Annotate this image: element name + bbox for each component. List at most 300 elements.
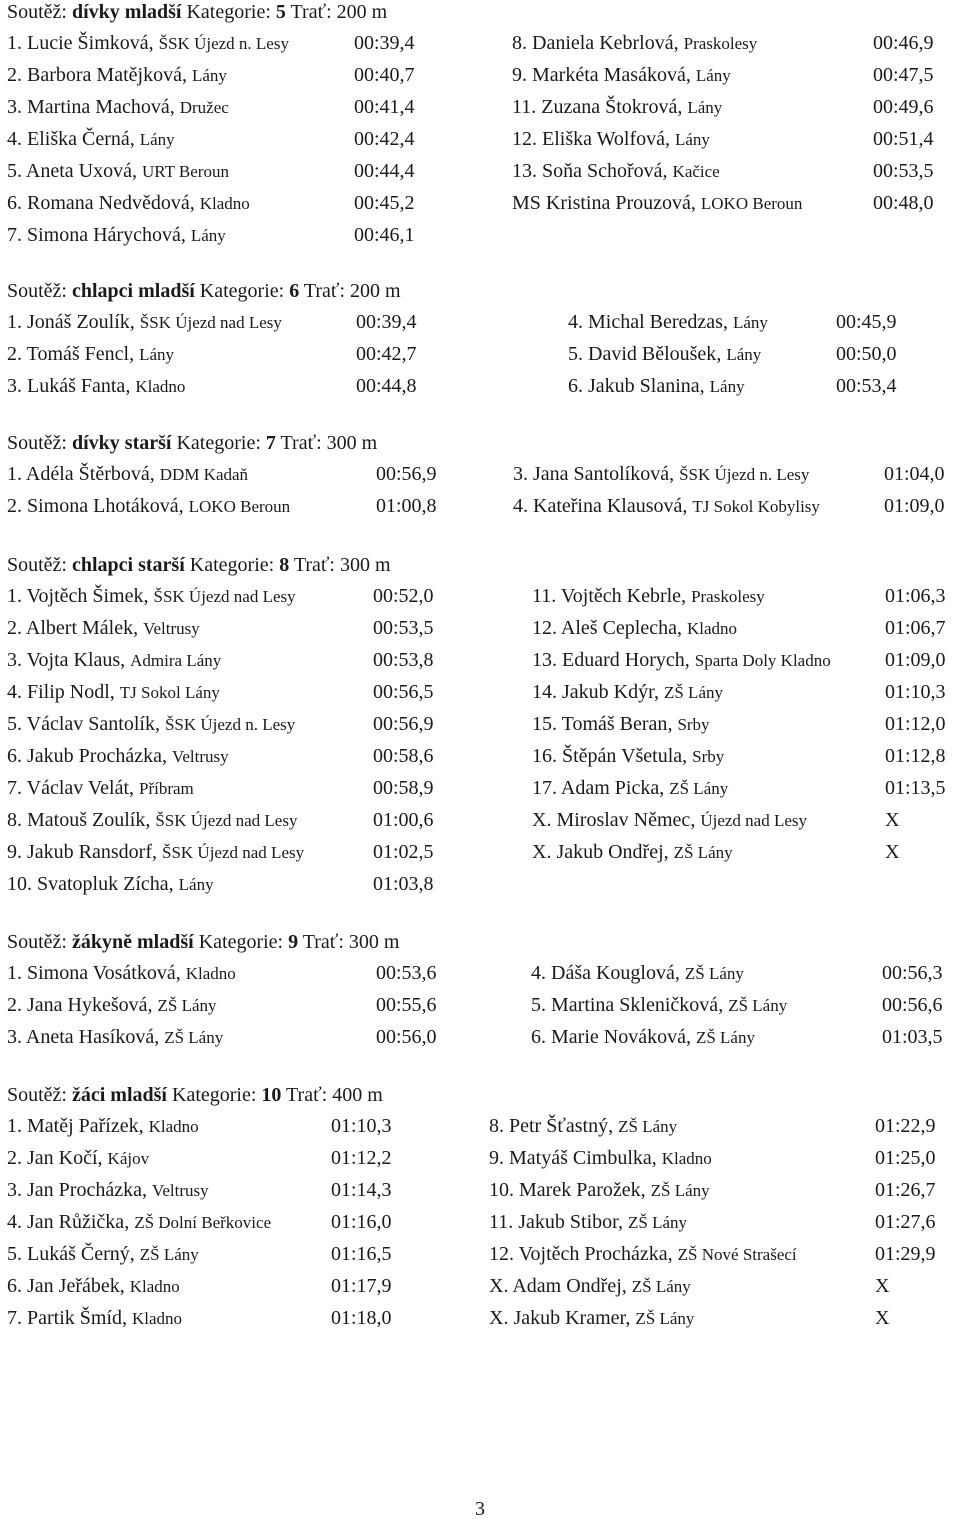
club-name: ZŠ Lány — [164, 1028, 224, 1047]
rank: 9. — [512, 64, 527, 86]
competition-name: žákyně mladší — [72, 931, 194, 953]
athlete-name: Marek Parožek — [519, 1179, 641, 1201]
athlete-name: Jan Procházka — [27, 1179, 142, 1201]
athlete-name: Matyáš Cimbulka — [509, 1147, 652, 1169]
club-name: ZŠ Lány — [695, 1028, 755, 1047]
result-time: 00:48,0 — [873, 192, 934, 214]
result-row — [7, 580, 957, 612]
result-right-entry: 15. Tomáš Beran, Srby — [532, 713, 710, 735]
result-left-entry: 7. Václav Velát, Příbram — [7, 777, 194, 799]
rank: 1. — [7, 311, 22, 333]
category-number: 10 — [261, 1084, 282, 1106]
result-right-entry: 6. Jakub Slanina, Lány — [568, 375, 745, 397]
club-name: ŠSK Újezd nad Lesy — [153, 587, 296, 606]
result-time: 01:03,8 — [373, 873, 434, 895]
result-time: 01:09,0 — [885, 649, 946, 671]
athlete-name: Albert Málek — [25, 617, 134, 639]
result-left-entry: 2. Tomáš Fencl, Lány — [7, 343, 175, 365]
result-right-entry: 13. Eduard Horych, Sparta Doly Kladno — [532, 649, 831, 671]
rank: 1. — [7, 585, 22, 607]
rank: 2. — [7, 495, 22, 517]
athlete-name: Dáša Kouglová — [551, 962, 675, 984]
result-left-entry: 3. Vojta Klaus, Admira Lány — [7, 649, 222, 671]
category-label: Kategorie: — [194, 280, 290, 302]
club-name: ŠSK Újezd nad Lesy — [139, 313, 282, 332]
club-name: Admira Lány — [130, 651, 222, 670]
athlete-name: Jana Hykešová — [27, 994, 148, 1016]
result-time: 00:58,6 — [373, 745, 434, 767]
result-right-entry: MS Kristina Prouzová, LOKO Beroun — [512, 192, 803, 214]
club-name: Lány — [675, 130, 710, 149]
athlete-name: Marie Nováková — [551, 1026, 686, 1048]
result-right-entry: 12. Eliška Wolfová, Lány — [512, 128, 710, 150]
result-time: 00:39,4 — [356, 311, 417, 333]
athlete-name: David Běloušek — [588, 343, 717, 365]
rank: 6. — [7, 192, 22, 214]
club-name: ZŠ Lány — [628, 1213, 688, 1232]
result-time: 00:52,0 — [373, 585, 434, 607]
athlete-name: Jakub Ondřej — [556, 841, 664, 863]
result-right-entry: 12. Aleš Ceplecha, Kladno — [532, 617, 738, 639]
result-left-entry: 8. Matouš Zoulík, ŠSK Újezd nad Lesy — [7, 809, 298, 831]
athlete-name: Jan Jeřábek — [27, 1275, 120, 1297]
rank: 13. — [512, 160, 537, 182]
club-name: ŠSK Újezd nad Lesy — [161, 843, 305, 862]
club-name: ZŠ Lány — [684, 964, 744, 983]
result-left-entry: 2. Albert Málek, Veltrusy — [7, 617, 200, 639]
club-name: LOKO Beroun — [188, 497, 291, 516]
title-label: Soutěž: — [7, 280, 72, 302]
result-left-entry: 2. Barbora Matějková, Lány — [7, 64, 227, 86]
title-label: Soutěž: — [7, 931, 72, 953]
athlete-name: Kateřina Klausová — [533, 495, 683, 517]
result-time: 00:45,2 — [354, 192, 415, 214]
result-left-entry: 2. Jan Kočí, Kájov — [7, 1147, 150, 1169]
athlete-name: Eduard Horych — [562, 649, 685, 671]
club-name: Kladno — [132, 1309, 183, 1328]
athlete-name: Jana Santolíková — [533, 463, 670, 485]
rank: 1. — [7, 32, 22, 54]
result-row — [7, 740, 957, 772]
rank: 7. — [7, 224, 22, 246]
result-row — [7, 458, 957, 490]
rank: 2. — [7, 994, 22, 1016]
result-row — [7, 219, 957, 251]
result-row — [7, 123, 957, 155]
page-number: 3 — [475, 1498, 485, 1520]
rank: 11. — [489, 1211, 514, 1233]
athlete-name: Štěpán Všetula — [562, 745, 683, 767]
result-left-entry: 2. Simona Lhotáková, LOKO Beroun — [7, 495, 291, 517]
athlete-name: Aneta Uxová — [25, 160, 132, 182]
club-name: Kájov — [107, 1149, 150, 1168]
result-time: 00:40,7 — [354, 64, 415, 86]
result-time: 01:06,3 — [885, 585, 946, 607]
athlete-name: Jakub Procházka — [27, 745, 162, 767]
track-label: Trať: 300 m — [298, 931, 400, 953]
result-row — [7, 1302, 957, 1334]
rank: 13. — [532, 649, 557, 671]
result-row — [7, 868, 957, 900]
club-name: Kladno — [135, 377, 186, 396]
club-name: ZŠ Lány — [631, 1277, 691, 1296]
category-label: Kategorie: — [167, 1084, 262, 1106]
club-name: Kačice — [672, 162, 720, 181]
athlete-name: Miroslav Němec — [556, 809, 691, 831]
club-name: Lány — [732, 313, 768, 332]
competition-name: chlapci mladší — [72, 280, 195, 302]
result-right-entry: X. Adam Ondřej, ZŠ Lány — [489, 1275, 691, 1297]
result-time: 00:50,0 — [836, 343, 897, 365]
rank: 4. — [7, 1211, 22, 1233]
club-name: ZŠ Lány — [663, 683, 723, 702]
result-right-entry: 3. Jana Santolíková, ŠSK Újezd n. Lesy — [513, 463, 810, 485]
title-label: Soutěž: — [7, 1084, 72, 1106]
rank: 3. — [7, 1026, 22, 1048]
result-right-entry: 5. David Běloušek, Lány — [568, 343, 762, 365]
result-left-entry: 3. Jan Procházka, Veltrusy — [7, 1179, 209, 1201]
rank: 5. — [7, 713, 22, 735]
result-right-entry: X. Miroslav Němec, Újezd nad Lesy — [532, 809, 807, 831]
result-left-entry: 9. Jakub Ransdorf, ŠSK Újezd nad Lesy — [7, 841, 305, 863]
club-name: Lány — [178, 875, 214, 894]
rank: 9. — [489, 1147, 504, 1169]
athlete-name: Vojtěch Kebrle — [560, 585, 682, 607]
result-right-entry: 11. Zuzana Štokrová, Lány — [512, 96, 723, 118]
club-name: Kladno — [661, 1149, 712, 1168]
club-name: ZŠ Lány — [673, 843, 733, 862]
section-title — [7, 428, 957, 458]
rank: 3. — [7, 1179, 22, 1201]
athlete-name: Michal Beredzas — [588, 311, 723, 333]
athlete-name: Soňa Schořová — [542, 160, 663, 182]
result-time: 00:44,4 — [354, 160, 415, 182]
rank: 4. — [7, 128, 22, 150]
result-left-entry: 5. Lukáš Černý, ZŠ Lány — [7, 1243, 199, 1265]
result-right-entry: 5. Martina Skleničková, ZŠ Lány — [531, 994, 788, 1016]
rank: 3. — [7, 649, 22, 671]
track-label: Trať: 400 m — [281, 1084, 383, 1106]
competition-section — [7, 550, 957, 900]
result-time: 01:00,8 — [376, 495, 437, 517]
result-time: 00:49,6 — [873, 96, 934, 118]
result-time: 01:09,0 — [884, 495, 945, 517]
result-time: 00:56,9 — [373, 713, 434, 735]
club-name: Lány — [726, 345, 762, 364]
club-name: ZŠ Lány — [157, 996, 217, 1015]
athlete-name: Jakub Kramer — [513, 1307, 626, 1329]
result-time: 01:22,9 — [875, 1115, 936, 1137]
result-time: 00:56,0 — [376, 1026, 437, 1048]
club-name: ZŠ Lány — [635, 1309, 695, 1328]
result-left-entry: 4. Eliška Černá, Lány — [7, 128, 175, 150]
athlete-name: Lukáš Fanta — [27, 375, 126, 397]
club-name: Újezd nad Lesy — [700, 811, 807, 830]
athlete-name: Tomáš Fencl — [26, 343, 130, 365]
club-name: ZŠ Lány — [139, 1245, 199, 1264]
result-right-entry: 14. Jakub Kdýr, ZŠ Lány — [532, 681, 723, 703]
result-time: 01:12,0 — [885, 713, 946, 735]
club-name: Kladno — [148, 1117, 199, 1136]
result-time: 01:04,0 — [884, 463, 945, 485]
rank: 11. — [532, 585, 557, 607]
result-time: 00:46,1 — [354, 224, 415, 246]
competition-name: dívky starší — [72, 432, 172, 454]
result-right-entry: 17. Adam Picka, ZŠ Lány — [532, 777, 729, 799]
rank: 4. — [7, 681, 22, 703]
rank: 2. — [7, 1147, 22, 1169]
club-name: Sparta Doly Kladno — [694, 651, 831, 670]
rank: 12. — [512, 128, 537, 150]
rank: 15. — [532, 713, 557, 735]
result-time: 00:53,8 — [373, 649, 434, 671]
rank: 1. — [7, 962, 22, 984]
result-right-entry: 8. Petr Šťastný, ZŠ Lány — [489, 1115, 678, 1137]
club-name: ZŠ Lány — [618, 1117, 678, 1136]
result-left-entry: 6. Romana Nedvědová, Kladno — [7, 192, 250, 214]
rank: 5. — [568, 343, 583, 365]
result-right-entry: 12. Vojtěch Procházka, ZŠ Nové Strašecí — [489, 1243, 797, 1265]
athlete-name: Jakub Stibor — [518, 1211, 619, 1233]
athlete-name: Aneta Hasíková — [25, 1026, 155, 1048]
result-row — [7, 187, 957, 219]
result-right-entry: 13. Soňa Schořová, Kačice — [512, 160, 720, 182]
athlete-name: Romana Nedvědová — [27, 192, 190, 214]
club-name: Praskolesy — [691, 587, 765, 606]
result-left-entry: 1. Adéla Štěrbová, DDM Kadaň — [7, 463, 249, 485]
result-row — [7, 338, 957, 370]
club-name: URT Beroun — [141, 162, 229, 181]
club-name: ZŠ Dolní Beřkovice — [134, 1213, 272, 1232]
result-time: 00:47,5 — [873, 64, 934, 86]
competition-name: žáci mladší — [72, 1084, 167, 1106]
result-time: 01:12,8 — [885, 745, 946, 767]
result-right-entry: 9. Matyáš Cimbulka, Kladno — [489, 1147, 712, 1169]
result-time: 01:27,6 — [875, 1211, 936, 1233]
track-label: Trať: 300 m — [289, 554, 391, 576]
result-time: 00:53,5 — [873, 160, 934, 182]
result-row — [7, 490, 957, 522]
result-time: 00:56,3 — [882, 962, 943, 984]
athlete-name: Martina Skleničková — [551, 994, 719, 1016]
result-right-entry: 10. Marek Parožek, ZŠ Lány — [489, 1179, 710, 1201]
competition-section — [7, 276, 957, 402]
rank: 2. — [7, 617, 22, 639]
result-time: 01:06,7 — [885, 617, 946, 639]
club-name: Lány — [191, 66, 227, 85]
section-title — [7, 1080, 957, 1110]
athlete-name: Vojtěch Šimek — [26, 585, 144, 607]
result-left-entry: 1. Simona Vosátková, Kladno — [7, 962, 236, 984]
athlete-name: Vojta Klaus — [26, 649, 121, 671]
club-name: LOKO Beroun — [700, 194, 803, 213]
result-time: X — [875, 1307, 890, 1329]
rank: 8. — [7, 809, 22, 831]
result-time: 01:12,2 — [331, 1147, 392, 1169]
result-time: X — [885, 841, 900, 863]
athlete-name: Markéta Masáková — [532, 64, 686, 86]
result-time: X — [875, 1275, 890, 1297]
rank: 12. — [489, 1243, 514, 1265]
rank: 8. — [512, 32, 527, 54]
result-left-entry: 6. Jakub Procházka, Veltrusy — [7, 745, 229, 767]
category-number: 5 — [275, 1, 286, 23]
rank: 3. — [7, 96, 22, 118]
rank: 11. — [512, 96, 537, 118]
athlete-name: Václav Velát — [26, 777, 130, 799]
result-right-entry: 9. Markéta Masáková, Lány — [512, 64, 731, 86]
club-name: ZŠ Nové Strašecí — [677, 1245, 797, 1264]
athlete-name: Adéla Štěrbová — [25, 463, 150, 485]
club-name: Lány — [139, 345, 175, 364]
club-name: Srby — [677, 715, 710, 734]
athlete-name: Jan Růžička — [27, 1211, 125, 1233]
rank: 5. — [7, 160, 22, 182]
club-name: Lány — [687, 98, 723, 117]
result-time: 01:16,5 — [331, 1243, 392, 1265]
rank: 3. — [513, 463, 528, 485]
result-left-entry: 1. Lucie Šimková, ŠSK Újezd n. Lesy — [7, 32, 289, 54]
club-name: Lány — [695, 66, 731, 85]
rank: 17. — [532, 777, 557, 799]
club-name: Družec — [179, 98, 229, 117]
result-time: 00:55,6 — [376, 994, 437, 1016]
result-row — [7, 612, 957, 644]
result-row — [7, 1142, 957, 1174]
result-right-entry: 11. Jakub Stibor, ZŠ Lány — [489, 1211, 688, 1233]
category-label: Kategorie: — [171, 432, 266, 454]
athlete-name: Simona Vosátková — [27, 962, 176, 984]
rank: X. — [532, 809, 552, 831]
athlete-name: Filip Nodl — [27, 681, 110, 703]
category-label: Kategorie: — [184, 554, 280, 576]
result-right-entry: X. Jakub Kramer, ZŠ Lány — [489, 1307, 695, 1329]
athlete-name: Jakub Slanina — [588, 375, 700, 397]
club-name: Kladno — [686, 619, 738, 638]
result-row — [7, 644, 957, 676]
rank: 7. — [7, 1307, 22, 1329]
club-name: Lány — [190, 226, 226, 245]
result-time: 00:45,9 — [836, 311, 897, 333]
result-time: 01:14,3 — [331, 1179, 392, 1201]
club-name: TJ Sokol Kobylisy — [692, 497, 820, 516]
rank: 2. — [7, 64, 22, 86]
result-right-entry: 8. Daniela Kebrlová, Praskolesy — [512, 32, 758, 54]
athlete-name: Daniela Kebrlová — [532, 32, 674, 54]
rank: 3. — [7, 375, 22, 397]
result-right-entry: 11. Vojtěch Kebrle, Praskolesy — [532, 585, 765, 607]
athlete-name: Vojtěch Procházka — [518, 1243, 668, 1265]
result-row — [7, 1206, 957, 1238]
competition-section — [7, 927, 957, 1053]
athlete-name: Jakub Kdýr — [562, 681, 654, 703]
result-time: 01:10,3 — [885, 681, 946, 703]
title-label: Soutěž: — [7, 432, 72, 454]
result-left-entry: 3. Martina Machová, Družec — [7, 96, 229, 118]
result-time: 01:03,5 — [882, 1026, 943, 1048]
rank: 4. — [568, 311, 583, 333]
result-time: 01:18,0 — [331, 1307, 392, 1329]
result-time: 00:56,5 — [373, 681, 434, 703]
result-left-entry: 5. Aneta Uxová, URT Beroun — [7, 160, 229, 182]
rank: 16. — [532, 745, 557, 767]
rank: 10. — [489, 1179, 514, 1201]
result-time: 01:26,7 — [875, 1179, 936, 1201]
result-time: 00:56,6 — [882, 994, 943, 1016]
result-row — [7, 27, 957, 59]
result-time: 01:29,9 — [875, 1243, 936, 1265]
rank: 1. — [7, 1115, 22, 1137]
result-row — [7, 1110, 957, 1142]
result-right-entry: 6. Marie Nováková, ZŠ Lány — [531, 1026, 755, 1048]
rank: 9. — [7, 841, 22, 863]
result-time: 00:56,9 — [376, 463, 437, 485]
result-right-entry: 4. Dáša Kouglová, ZŠ Lány — [531, 962, 744, 984]
club-name: ZŠ Lány — [650, 1181, 710, 1200]
result-time: 01:25,0 — [875, 1147, 936, 1169]
result-left-entry: 4. Jan Růžička, ZŠ Dolní Beřkovice — [7, 1211, 272, 1233]
club-name: Praskolesy — [683, 34, 758, 53]
result-row — [7, 804, 957, 836]
result-time: 00:53,5 — [373, 617, 434, 639]
athlete-name: Simona Hárychová — [27, 224, 181, 246]
rank: 6. — [7, 1275, 22, 1297]
club-name: ŠSK Újezd nad Lesy — [155, 811, 298, 830]
club-name: ŠSK Újezd n. Lesy — [679, 465, 810, 484]
club-name: DDM Kadaň — [159, 465, 249, 484]
result-row — [7, 772, 957, 804]
result-time: 01:16,0 — [331, 1211, 392, 1233]
result-row — [7, 1270, 957, 1302]
rank: 4. — [513, 495, 528, 517]
category-label: Kategorie: — [193, 931, 289, 953]
club-name: Veltrusy — [171, 747, 229, 766]
athlete-name: Václav Santolík — [26, 713, 155, 735]
athlete-name: Barbora Matějková — [27, 64, 182, 86]
result-left-entry: 1. Jonáš Zoulík, ŠSK Újezd nad Lesy — [7, 311, 282, 333]
rank: 10. — [7, 873, 32, 895]
result-row — [7, 306, 957, 338]
result-time: 00:53,4 — [836, 375, 897, 397]
rank: 2. — [7, 343, 22, 365]
result-time: 00:58,9 — [373, 777, 434, 799]
club-name: ŠSK Újezd n. Lesy — [164, 715, 296, 734]
rank: 14. — [532, 681, 557, 703]
competition-section — [7, 428, 957, 522]
athlete-name: Adam Ondřej — [512, 1275, 622, 1297]
rank: X. — [489, 1275, 509, 1297]
title-label: Soutěž: — [7, 1, 72, 23]
result-time: 00:46,9 — [873, 32, 934, 54]
result-row — [7, 1021, 957, 1053]
result-left-entry: 1. Matěj Pařízek, Kladno — [7, 1115, 199, 1137]
rank: X. — [532, 841, 552, 863]
club-name: Příbram — [139, 779, 194, 798]
result-time: 00:41,4 — [354, 96, 415, 118]
result-right-entry: 4. Michal Beredzas, Lány — [568, 311, 768, 333]
result-time: 00:42,4 — [354, 128, 415, 150]
result-left-entry: 4. Filip Nodl, TJ Sokol Lány — [7, 681, 220, 703]
rank: 6. — [7, 745, 22, 767]
rank: 6. — [531, 1026, 546, 1048]
rank: X. — [489, 1307, 509, 1329]
result-time: 01:17,9 — [331, 1275, 392, 1297]
result-right-entry: 16. Štěpán Všetula, Srby — [532, 745, 725, 767]
rank: 5. — [7, 1243, 22, 1265]
track-label: Trať: 200 m — [285, 1, 388, 23]
title-label: Soutěž: — [7, 554, 72, 576]
result-row — [7, 708, 957, 740]
